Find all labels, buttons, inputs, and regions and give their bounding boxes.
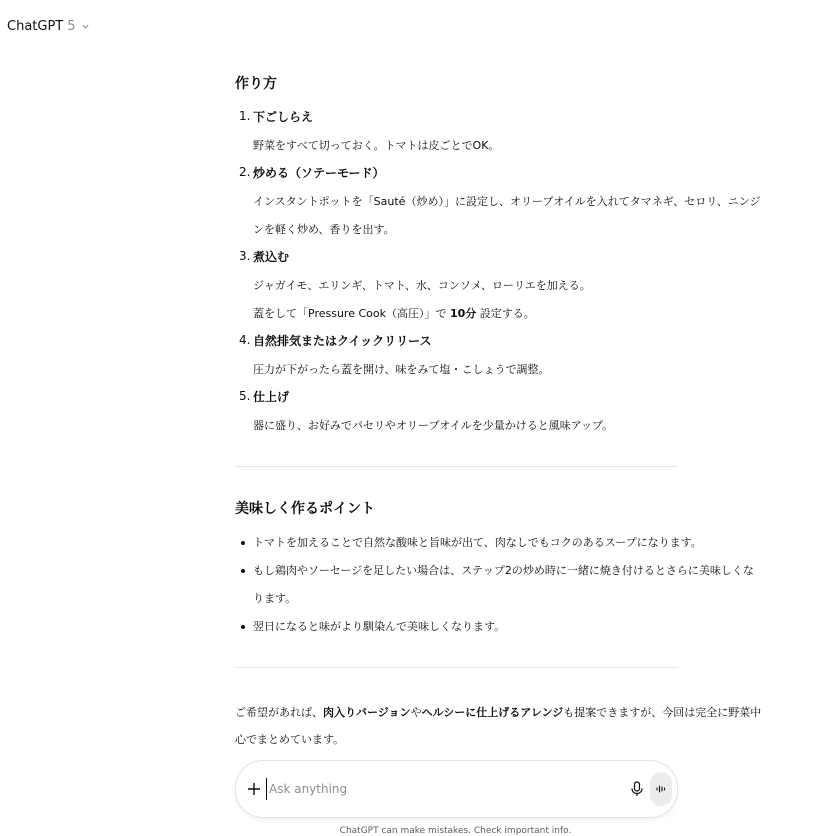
step-number: 2.	[239, 165, 251, 179]
closing-part: や	[410, 706, 422, 719]
tip-text: 翌日になると味がより馴染んで美味しくなります。	[253, 620, 506, 633]
step-title: 下ごしらえ	[253, 110, 314, 124]
step-number: 4.	[239, 333, 251, 347]
divider	[235, 466, 678, 467]
step-text	[253, 305, 535, 321]
section-heading-method: 作り方	[235, 76, 277, 92]
closing-part: ご希望があれば、	[235, 706, 323, 719]
disclaimer-text: ChatGPT can make mistakes. Check important info.	[339, 826, 572, 836]
model-name: ChatGPT	[7, 18, 64, 34]
chevron-down-icon	[81, 22, 90, 31]
plus-icon[interactable]	[244, 779, 264, 799]
step-text: 圧力が下がったら蓋を開け、味をみて塩・こしょうで調整。	[253, 363, 550, 376]
voice-mode-icon	[655, 783, 667, 795]
section-heading-tips: 美味しく作るポイント	[235, 501, 375, 517]
step-text: 器に盛り、お好みでパセリやオリーブオイルを少量かけると風味アップ。	[253, 419, 614, 432]
divider	[235, 667, 678, 668]
step-number: 3.	[239, 249, 251, 263]
closing-emphasis: ヘルシーに仕上げるアレンジ	[421, 706, 564, 719]
step-number: 1.	[239, 109, 251, 123]
tip-text: ります。	[253, 592, 297, 605]
step-title: 仕上げ	[253, 390, 290, 404]
voice-mode-button[interactable]	[650, 772, 672, 806]
tip-text: トマトを加えることで自然な酸味と旨味が出て、肉なしでもコクのあるスープになります。	[253, 536, 702, 549]
step-text-part: 蓋をして「Pressure Cook（高圧）」で	[253, 307, 450, 320]
closing-text	[235, 704, 761, 720]
step-title: 煮込む	[253, 250, 290, 264]
step-text: ジャガイモ、エリンギ、トマト、水、コンソメ、ローリエを加える。	[253, 279, 591, 292]
step-title: 炒める（ソテーモード）	[253, 166, 385, 180]
step-text: 野菜をすべて切っておく。トマトは皮ごとでOK。	[253, 139, 500, 152]
closing-emphasis: 肉入りバージョン	[323, 706, 411, 719]
bullet-dot	[241, 625, 245, 629]
step-number: 5.	[239, 389, 251, 403]
closing-text: 心でまとめています。	[235, 733, 345, 746]
tip-text: もし鶏肉やソーセージを足したい場合は、ステップ2の炒め時に一緒に焼き付けるとさらに美味しくな	[253, 564, 754, 577]
composer	[235, 760, 678, 818]
cook-time: 10分	[449, 307, 477, 320]
bullet-dot	[241, 569, 245, 573]
step-text: ンを軽く炒め、香りを出す。	[253, 223, 395, 236]
step-title: 自然排気またはクイックリリース	[253, 334, 432, 348]
step-text: インスタントポットを「Sauté（炒め）」に設定し、オリーブオイルを入れてタマネギ、セロリ、ニンジ	[253, 195, 761, 208]
model-selector[interactable]	[7, 16, 90, 36]
bullet-dot	[241, 541, 245, 545]
message-input[interactable]	[266, 778, 609, 800]
step-text-part: 設定する。	[476, 307, 535, 320]
closing-part: も提案できますが、今回は完全に野菜中	[563, 706, 762, 719]
model-version: 5	[67, 18, 76, 34]
microphone-icon[interactable]	[628, 780, 646, 798]
